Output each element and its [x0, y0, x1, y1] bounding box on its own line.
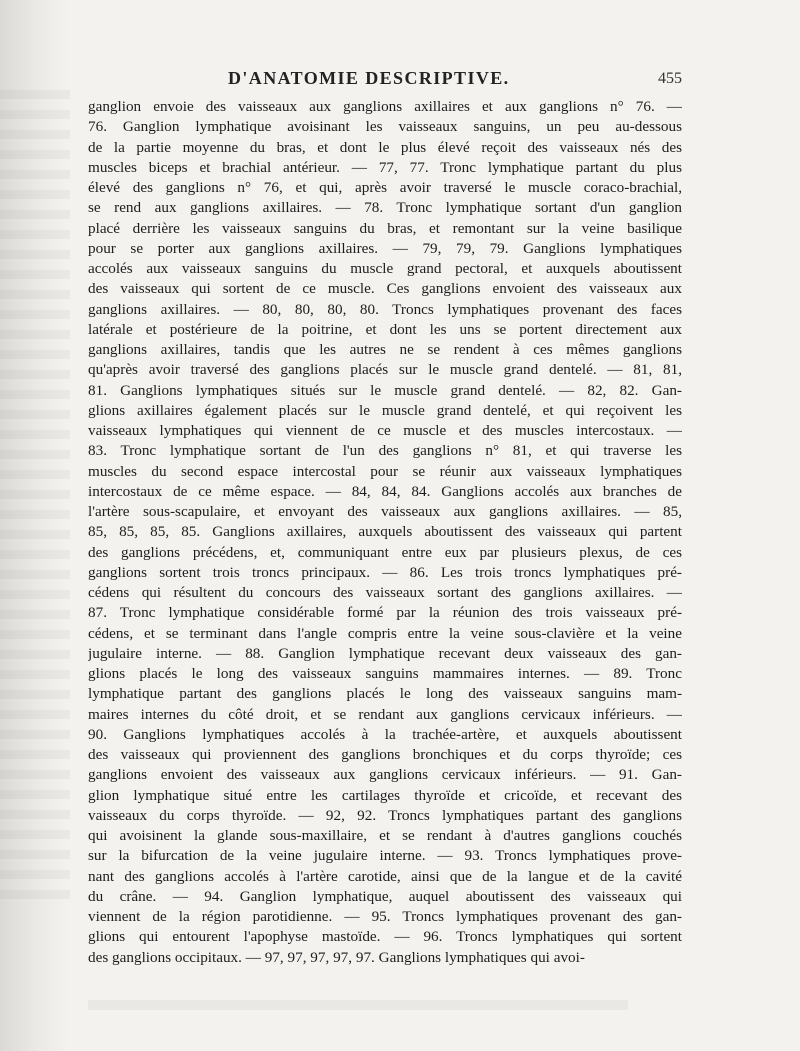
text-line: des vaisseaux qui proviennent des ganglions bronchiques et du corps thyroïde; ces	[88, 746, 682, 763]
text-line: cédens qui résultent du concours des vaisseaux sortant des ganglions axillaires. —	[88, 584, 682, 601]
text-line: glions placés le long des vaisseaux sanguins mammaires internes. — 89. Tronc	[88, 665, 682, 682]
text-line: lymphatique partant des ganglions placés le long des vaisseaux sanguins mam-	[88, 685, 682, 703]
text-line: latérale et postérieure de la poitrine, et dont les uns se portent directement aux	[88, 320, 682, 338]
text-line: des ganglions précédens, et, communiquant entre eux par plusieurs plexus, de ces	[88, 543, 682, 561]
text-line: vaisseaux lymphatiques qui viennent de ce muscle et des muscles intercostaux. —	[88, 422, 682, 439]
text-line: ganglions envoient des vaisseaux aux ganglions cervicaux inférieurs. — 91. Gan-	[88, 766, 682, 784]
text-line: élevé des ganglions n° 76, et qui, après avoir traversé le muscle coraco-brachial,	[88, 179, 682, 196]
text-line: muscles du second espace intercostal pour se réunir aux vaisseaux lymphatiques	[88, 462, 682, 480]
body-text	[88, 97, 682, 968]
facing-page-bleed-through	[0, 90, 70, 910]
text-line: vaisseaux du corps thyroïde. — 92, 92. Troncs lymphatiques partant des ganglions	[88, 806, 682, 824]
text-line: qu'après avoir traversé des ganglions placés sur le muscle grand dentelé. — 81, 81,	[88, 361, 682, 379]
running-title: D'ANATOMIE DESCRIPTIVE.	[228, 68, 510, 88]
text-line: 90. Ganglions lymphatiques accolés à la trachée-artère, et auxquels aboutissent	[88, 725, 682, 743]
text-line: l'artère sous-scapulaire, et envoyant des vaisseaux aux ganglions axillaires. — 85,	[88, 503, 682, 520]
text-line: maires internes du côté droit, et se rendant aux ganglions cervicaux inférieurs. —	[88, 705, 682, 723]
text-line: ganglions sortent trois troncs principaux. — 86. Les trois troncs lymphatiques pré-	[88, 563, 682, 581]
page-number: 455	[658, 70, 682, 87]
text-line: des vaisseaux qui sortent de ce muscle. Ces ganglions envoient des vaisseaux aux	[88, 280, 682, 298]
text-line: 87. Tronc lymphatique considérable formé par la réunion des trois vaisseaux pré-	[88, 604, 682, 622]
text-line: des ganglions occipitaux. — 97, 97, 97, 97, 97. Ganglions lymphatiques qui avoi-	[88, 948, 585, 966]
text-line: se rend aux ganglions axillaires. — 78. Tronc lymphatique sortant d'un ganglion	[88, 199, 682, 217]
text-line: du crâne. — 94. Ganglion lymphatique, auquel aboutissent des vaisseaux qui	[88, 887, 682, 905]
page-header	[88, 68, 682, 90]
text-line: glion lymphatique situé entre les cartilages thyroïde et cricoïde, et recevant des	[88, 786, 682, 804]
text-line: 76. Ganglion lymphatique avoisinant les vaisseaux sanguins, un peu au-dessous	[88, 118, 682, 136]
text-line: viennent de la région parotidienne. — 95. Troncs lymphatiques provenant des gan-	[88, 908, 682, 925]
text-line: 85, 85, 85, 85. Ganglions axillaires, auxquels aboutissent des vaisseaux qui partent	[88, 523, 682, 541]
text-line: ganglions axillaires, tandis que les autres ne se rendent à ces mêmes ganglions	[88, 341, 682, 358]
text-line: pour se porter aux ganglions axillaires. — 79, 79, 79. Ganglions lymphatiques	[88, 239, 682, 257]
text-line: nant des ganglions accolés à l'artère carotide, ainsi que de la langue et de la cavité	[88, 867, 682, 885]
text-line: 81. Ganglions lymphatiques situés sur le muscle grand dentelé. — 82, 82. Gan-	[88, 381, 682, 399]
text-line: intercostaux de ce même espace. — 84, 84, 84. Ganglions accolés aux branches de	[88, 482, 682, 500]
text-line: ganglion envoie des vaisseaux aux ganglions axillaires et aux ganglions n° 76. —	[88, 98, 682, 115]
text-line: placé derrière les vaisseaux sanguins du bras, et remontant sur la veine basilique	[88, 219, 682, 237]
text-line: qui avoisinent la glande sous-maxillaire, et se rendant à d'autres ganglions couchés	[88, 827, 682, 844]
text-line: cédens, et se terminant dans l'angle compris entre la veine sous-clavière et la veine	[88, 624, 682, 642]
text-line: muscles biceps et brachial antérieur. — 77, 77. Tronc lymphatique partant du plus	[88, 158, 682, 176]
text-line: sur la bifurcation de la veine jugulaire interne. — 93. Troncs lymphatiques prove-	[88, 847, 682, 865]
text-line: 83. Tronc lymphatique sortant de l'un des ganglions n° 81, et qui traverse les	[88, 442, 682, 460]
footer-bleed-through	[88, 1000, 628, 1010]
text-line: de la partie moyenne du bras, et dont le plus élevé reçoit des vaisseaux nés des	[88, 138, 682, 156]
text-line: ganglions axillaires. — 80, 80, 80, 80. Troncs lymphatiques provenant des faces	[88, 300, 682, 318]
text-line: jugulaire interne. — 88. Ganglion lymphatique recevant deux vaisseaux des gan-	[88, 644, 682, 662]
text-line: glions qui entourent l'apophyse mastoïde. — 96. Troncs lymphatiques qui sortent	[88, 928, 682, 946]
text-line: glions axillaires également placés sur le muscle grand dentelé, et qui reçoivent les	[88, 401, 682, 419]
text-line: accolés aux vaisseaux sanguins du muscle grand pectoral, et auxquels aboutissent	[88, 260, 682, 277]
